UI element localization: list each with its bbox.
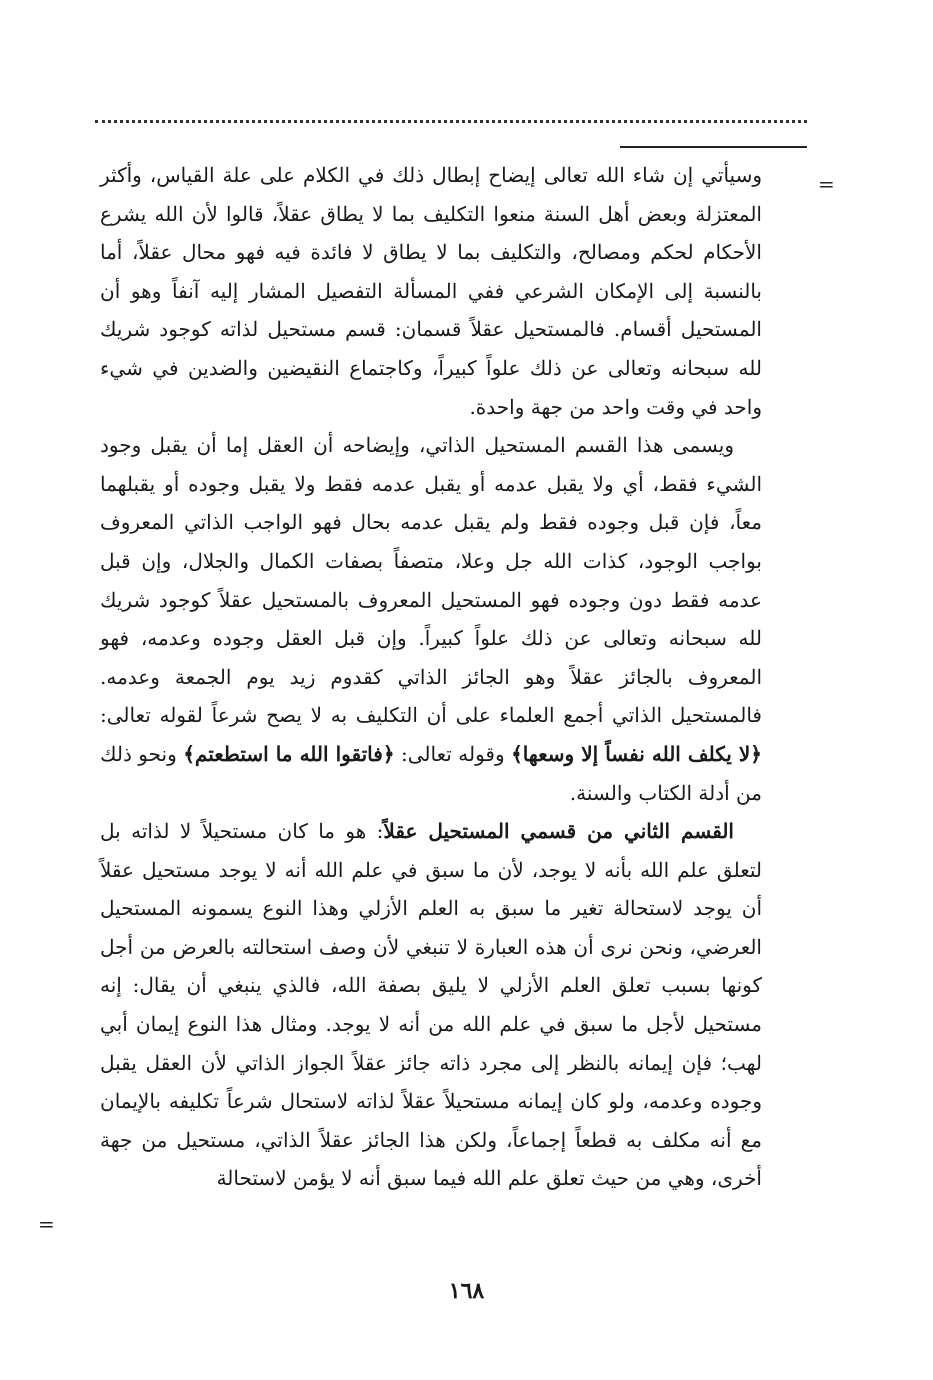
footnote-paragraph-2 (100, 426, 762, 812)
continuation-mark-bottom: = (38, 1212, 55, 1236)
paragraph-2-mid: وقوله تعالى: (394, 741, 512, 766)
continuation-mark-top: = (818, 172, 835, 196)
paragraph-2-tail: ونحو ذلك من أدلة الكتاب والسنة. (100, 741, 762, 805)
quran-verse-1: ﴿لا يكلف الله نفساً إلا وسعها﴾ (511, 741, 763, 766)
paragraph-3-body: : هو ما كان مستحيلاً لا لذاته بل لتعلق علم الله بأنه لا يوجد، لأن ما سبق في علم الله أنه لا يوجد مستحيل عقلاً أن يوجد لاستحالة تغير ما سبق به العلم الأزلي وهذا النوع يسمونه المستحيل العرضي، ونحن نرى أن هذه العبارة لا تنبغي لأن وصف استحالته بالعرض من أجل كونها بسبب تعلق العلم الأزلي لا يليق بصفة الله، فالذي ينبغي أن يقال: إنه مستحيل لأجل ما سبق في علم الله من أنه لا يوجد. ومثال هذا النوع إيمان أبي لهب؛ فإن إيمانه بالنظر إلى مجرد ذاته جائز عقلاً الجواز الذاتي لأن العقل يقبل وجوده وعدمه، ولو كان إيمانه مستحيلاً عقلاً لذاته لاستحال شرعاً تكليفه بالإيمان مع أنه مكلف به قطعاً إجماعاً، ولكن هذا الجائز عقلاً الذاتي، مستحيل من جهة أخرى، وهي من حيث تعلق علم الله فيما سبق أنه لا يؤمن لاستحالة (100, 819, 762, 1191)
footnote-body (100, 156, 762, 1198)
footnote-paragraph-3 (100, 812, 762, 1198)
paragraph-2-lead: ويسمى هذا القسم المستحيل الذاتي، وإيضاحه أن العقل إما أن يقبل وجود الشيء فقط، أي ولا يقبل عدمه أو يقبل عدمه فقط ولا يقبل وجوده أو يقبلهما معاً، فإن قبل وجوده فقط ولم يقبل عدمه بحال فهو الواجب الذاتي المعروف بواجب الوجود، كذات الله جل وعلا، متصفاً بصفات الكمال والجلال، وإن قبل عدمه فقط دون وجوده فهو المستحيل المعروف بالمستحيل عقلاً كوجود شريك لله سبحانه وتعالى عن ذلك علواً كبيراً. وإن قبل العقل وجوده وعدمه، فهو المعروف بالجائز عقلاً وهو الجائز الذاتي كقدوم زيد يوم الجمعة وعدمه. فالمستحيل الذاتي أجمع العلماء على أن التكليف به لا يصح شرعاً لقوله تعالى: (100, 433, 762, 728)
section-heading-second-type: القسم الثاني من قسمي المستحيل عقلاً (383, 819, 734, 844)
footnote-paragraph-1: وسيأتي إن شاء الله تعالى إيضاح إبطال ذلك في الكلام على علة القياس، وأكثر المعتزلة وبعض أهل السنة منعوا التكليف بما لا يطاق عقلاً، قالوا لأن الله يشرع الأحكام لحكم ومصالح، والتكليف بما لا يطاق لا فائدة فيه فهو محال عقلاً، أما بالنسبة إلى الإمكان الشرعي ففي المسألة التفصيل المشار إليه آنفاً وهو أن المستحيل أقسام. فالمستحيل عقلاً قسمان: قسم مستحيل لذاته كوجود شريك لله سبحانه وتعالى عن ذلك علواً كبيراً، وكاجتماع النقيضين والضدين في شيء واحد في وقت واحد من جهة واحدة. (100, 163, 762, 419)
dotted-separator (95, 120, 807, 123)
footnote-rule (620, 146, 807, 148)
quran-verse-2: ﴿فاتقوا الله ما استطعتم﴾ (183, 741, 395, 766)
page-number: ١٦٨ (448, 1278, 485, 1304)
